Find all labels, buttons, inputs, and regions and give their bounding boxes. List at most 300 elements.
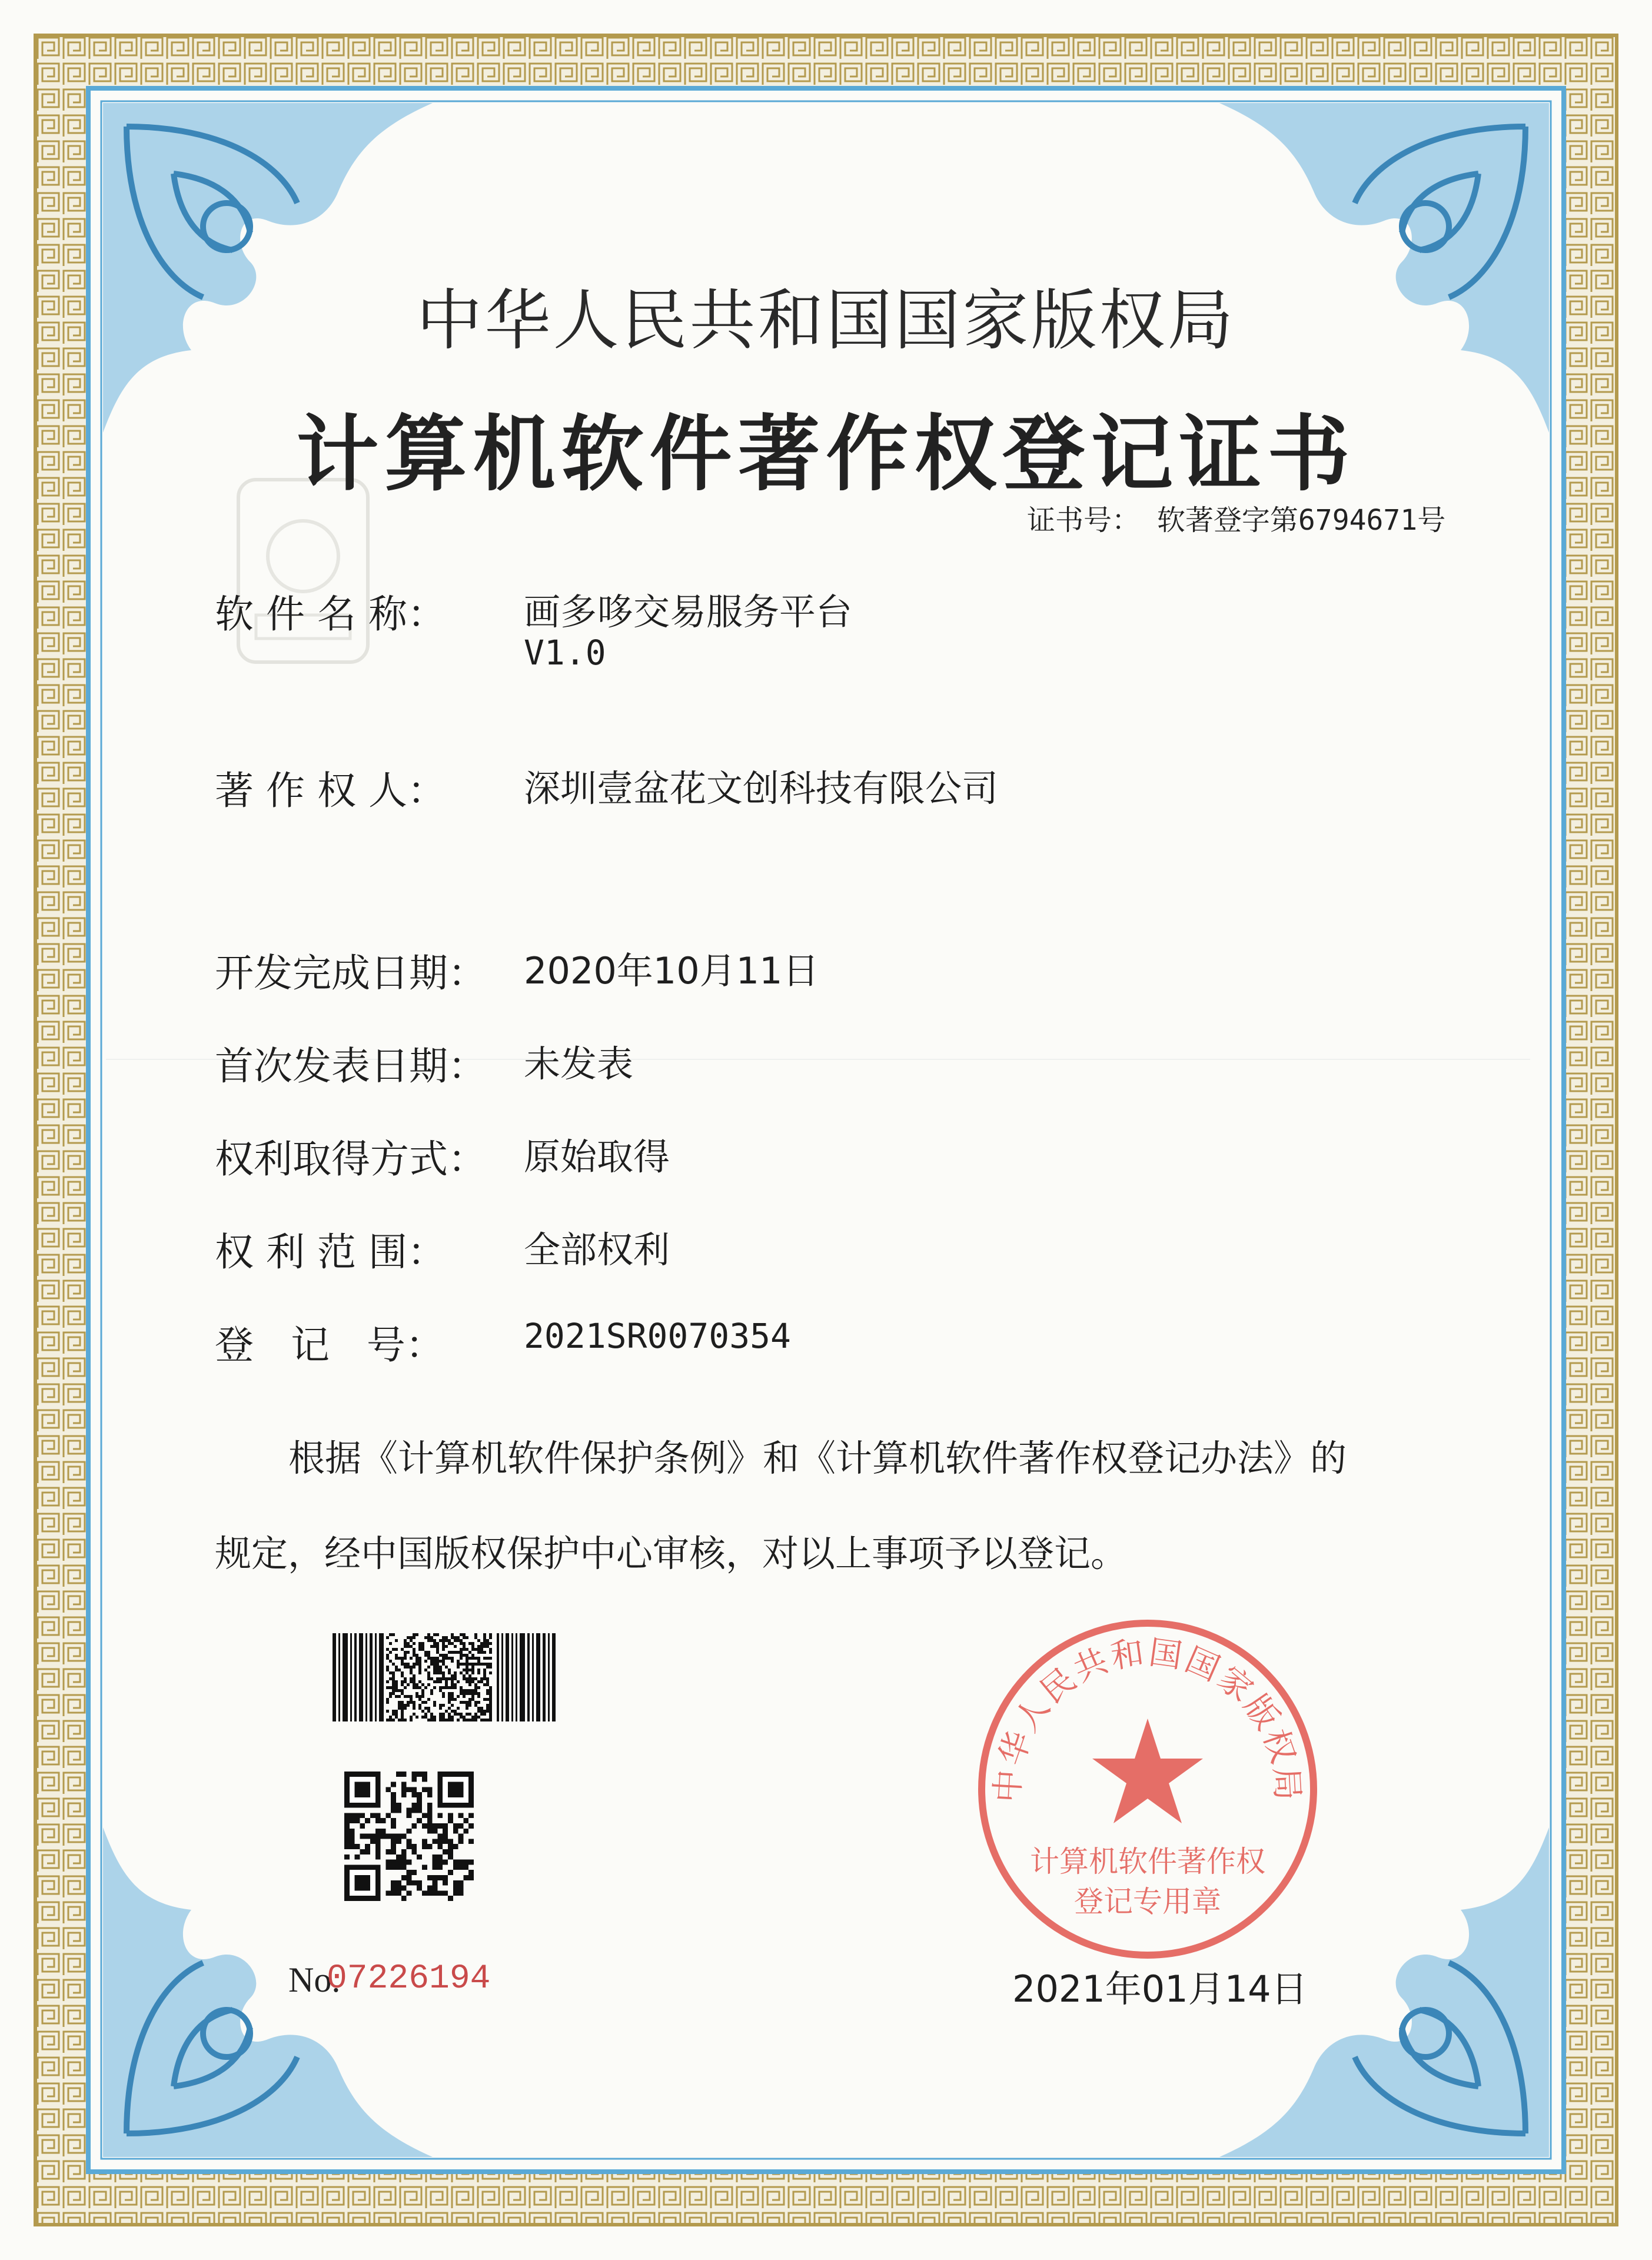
barcode-module — [392, 1648, 395, 1651]
barcode-module — [404, 1686, 407, 1689]
barcode-module — [389, 1633, 392, 1636]
barcode-module — [395, 1666, 398, 1669]
barcode-bar — [527, 1633, 530, 1721]
qr-module — [443, 1890, 448, 1896]
barcode-module — [418, 1663, 421, 1666]
barcode-module — [483, 1710, 486, 1713]
barcode-module — [486, 1707, 489, 1710]
barcode-module — [442, 1654, 445, 1657]
barcode-module — [418, 1704, 421, 1707]
qr-module — [381, 1818, 386, 1823]
barcode-module — [483, 1669, 486, 1671]
serial-number-value: 07226194 — [327, 1960, 491, 1998]
barcode-module — [466, 1704, 468, 1707]
barcode-module — [392, 1680, 395, 1683]
barcode-bar — [338, 1633, 340, 1721]
barcode-module — [483, 1713, 486, 1716]
qr-module — [396, 1803, 401, 1808]
barcode-module — [466, 1657, 468, 1660]
qr-module — [443, 1860, 448, 1865]
qr-module — [443, 1834, 448, 1839]
barcode-module — [430, 1689, 433, 1692]
qr-module — [448, 1813, 453, 1818]
barcode-module — [433, 1704, 436, 1707]
barcode-module — [480, 1677, 483, 1680]
barcode-module — [489, 1704, 492, 1707]
barcode-module — [489, 1695, 492, 1698]
qr-module — [437, 1823, 443, 1829]
barcode-module — [418, 1680, 421, 1683]
barcode-module — [427, 1719, 430, 1721]
barcode-module — [468, 1669, 471, 1671]
qr-module — [355, 1813, 360, 1818]
barcode-module — [486, 1680, 489, 1683]
barcode-module — [460, 1639, 463, 1642]
barcode-module — [442, 1686, 445, 1689]
barcode-module — [416, 1633, 418, 1636]
first-publish-date-label: 首次发表日期： — [215, 1043, 487, 1089]
barcode-module — [483, 1683, 486, 1686]
barcode-module — [392, 1689, 395, 1692]
qr-module — [433, 1829, 438, 1834]
barcode-module — [460, 1689, 463, 1692]
qr-module — [443, 1839, 448, 1844]
barcode-module — [474, 1677, 477, 1680]
qr-module — [427, 1813, 433, 1818]
barcode-module — [448, 1677, 451, 1680]
qr-module — [443, 1849, 448, 1854]
software-name-value: 画多哆交易服务平台 — [524, 590, 853, 633]
barcode-module — [407, 1651, 410, 1654]
qr-module — [344, 1844, 350, 1849]
barcode-module — [424, 1707, 427, 1710]
barcode-module — [457, 1666, 460, 1669]
barcode-module — [392, 1674, 395, 1677]
qr-module — [344, 1829, 350, 1834]
barcode-module — [427, 1654, 430, 1657]
qr-module — [401, 1772, 407, 1777]
barcode-module — [407, 1695, 410, 1698]
barcode-module — [398, 1701, 401, 1704]
qr-module — [401, 1886, 407, 1891]
barcode-module — [410, 1666, 413, 1669]
qr-module — [391, 1782, 396, 1787]
qr-module — [417, 1818, 422, 1823]
barcode-module — [471, 1648, 474, 1651]
barcode-module — [442, 1671, 445, 1674]
qr-module — [396, 1886, 401, 1891]
barcode-bar — [333, 1633, 336, 1721]
barcode-module — [436, 1651, 439, 1654]
barcode-module — [442, 1645, 445, 1648]
barcode-module — [471, 1689, 474, 1692]
barcode-module — [392, 1677, 395, 1680]
barcode-module — [477, 1660, 480, 1663]
barcode-module — [477, 1671, 480, 1674]
barcode-module — [480, 1713, 483, 1716]
qr-module — [458, 1864, 464, 1870]
barcode-module — [483, 1645, 486, 1648]
rights-scope-value: 全部权利 — [524, 1228, 670, 1271]
qr-module — [344, 1818, 350, 1823]
qr-finder-pattern — [355, 1875, 370, 1890]
barcode-module — [413, 1642, 416, 1645]
issuing-authority: 中华人民共和国国家版权局 — [416, 282, 1236, 359]
barcode-module — [436, 1671, 439, 1674]
qr-module — [458, 1834, 464, 1839]
barcode-module — [404, 1642, 407, 1645]
barcode-module — [471, 1671, 474, 1674]
qr-module — [433, 1839, 438, 1844]
barcode-module — [413, 1683, 416, 1686]
barcode-module — [468, 1719, 471, 1721]
barcode-module — [480, 1707, 483, 1710]
rights-scope-label: 权 利 范 围： — [215, 1229, 446, 1275]
barcode-module — [457, 1663, 460, 1666]
barcode-module — [433, 1657, 436, 1660]
issue-date: 2021年01月14日 — [1012, 1967, 1308, 2010]
qr-module — [458, 1823, 464, 1829]
barcode-module — [386, 1648, 389, 1651]
qr-module — [350, 1844, 355, 1849]
barcode-module — [442, 1660, 445, 1663]
qr-module — [385, 1860, 391, 1865]
barcode-module — [401, 1719, 404, 1721]
barcode-module — [416, 1686, 418, 1689]
barcode-module — [416, 1654, 418, 1657]
barcode-module — [486, 1663, 489, 1666]
barcode-module — [410, 1639, 413, 1642]
barcode-module — [480, 1651, 483, 1654]
qr-module — [458, 1890, 464, 1896]
barcode-module — [421, 1648, 424, 1651]
barcode-module — [477, 1686, 480, 1689]
barcode-module — [460, 1633, 463, 1636]
qr-module — [375, 1844, 381, 1849]
barcode-module — [410, 1645, 413, 1648]
qr-module — [458, 1886, 464, 1891]
barcode-module — [483, 1639, 486, 1642]
qr-module — [411, 1803, 417, 1808]
barcode-module — [474, 1663, 477, 1666]
barcode-module — [436, 1657, 439, 1660]
barcode-module — [451, 1677, 454, 1680]
barcode-module — [460, 1663, 463, 1666]
barcode-module — [392, 1719, 395, 1721]
qr-module — [427, 1803, 433, 1808]
barcode-module — [468, 1689, 471, 1692]
qr-module — [375, 1849, 381, 1854]
barcode-module — [389, 1651, 392, 1654]
barcode-module — [468, 1683, 471, 1686]
barcode-module — [392, 1683, 395, 1686]
barcode-module — [427, 1707, 430, 1710]
barcode-module — [477, 1695, 480, 1698]
barcode-module — [398, 1669, 401, 1671]
barcode-module — [433, 1645, 436, 1648]
qr-module — [360, 1813, 365, 1818]
barcode-module — [395, 1657, 398, 1660]
qr-module — [391, 1797, 396, 1803]
barcode-module — [401, 1648, 404, 1651]
barcode-module — [439, 1707, 442, 1710]
barcode-module — [474, 1692, 477, 1695]
qr-module — [458, 1880, 464, 1886]
qr-module — [453, 1864, 458, 1870]
qr-module — [407, 1787, 412, 1792]
barcode-module — [413, 1704, 416, 1707]
barcode-bar — [497, 1633, 499, 1721]
barcode-module — [413, 1713, 416, 1716]
barcode-module — [445, 1710, 448, 1713]
barcode-module — [421, 1701, 424, 1704]
qr-module — [391, 1880, 396, 1886]
barcode-module — [489, 1651, 492, 1654]
barcode-module — [448, 1657, 451, 1660]
barcode-module — [483, 1636, 486, 1639]
barcode-module — [480, 1645, 483, 1648]
qr-module — [427, 1787, 433, 1792]
barcode-module — [410, 1671, 413, 1674]
barcode-module — [427, 1651, 430, 1654]
barcode-module — [457, 1660, 460, 1663]
qr-module — [407, 1890, 412, 1896]
barcode-module — [454, 1651, 457, 1654]
barcode-module — [413, 1663, 416, 1666]
barcode-bar — [543, 1633, 546, 1721]
barcode-module — [418, 1695, 421, 1698]
barcode-module — [401, 1674, 404, 1677]
qr-module — [468, 1813, 474, 1818]
barcode-module — [430, 1663, 433, 1666]
barcode-module — [457, 1639, 460, 1642]
barcode-module — [401, 1663, 404, 1666]
barcode-bar — [532, 1633, 534, 1721]
barcode-module — [416, 1683, 418, 1686]
barcode-module — [404, 1657, 407, 1660]
barcode-module — [468, 1651, 471, 1654]
serial-number-label: No. — [288, 1960, 341, 1999]
qr-module — [448, 1854, 453, 1860]
barcode-module — [430, 1713, 433, 1716]
barcode-module — [404, 1666, 407, 1669]
barcode-module — [386, 1669, 389, 1671]
qr-module — [458, 1860, 464, 1865]
barcode-module — [466, 1669, 468, 1671]
barcode-module — [395, 1648, 398, 1651]
barcode-module — [407, 1642, 410, 1645]
barcode-module — [486, 1666, 489, 1669]
barcode-module — [424, 1713, 427, 1716]
barcode-module — [483, 1642, 486, 1645]
barcode-module — [421, 1692, 424, 1695]
qr-module — [463, 1860, 468, 1865]
barcode-module — [468, 1698, 471, 1701]
barcode-module — [433, 1660, 436, 1663]
barcode-module — [448, 1716, 451, 1719]
qr-module — [437, 1890, 443, 1896]
qr-module — [437, 1860, 443, 1865]
barcode-module — [442, 1657, 445, 1660]
barcode-module — [442, 1719, 445, 1721]
barcode-module — [471, 1719, 474, 1721]
qr-module — [427, 1844, 433, 1849]
barcode-module — [401, 1660, 404, 1663]
qr-module — [417, 1772, 422, 1777]
barcode-module — [468, 1677, 471, 1680]
barcode-module — [474, 1633, 477, 1636]
barcode-module — [483, 1671, 486, 1674]
barcode-module — [486, 1719, 489, 1721]
official-seal — [971, 1613, 1324, 1966]
qr-module — [427, 1808, 433, 1813]
barcode-module — [445, 1680, 448, 1683]
barcode-module — [436, 1663, 439, 1666]
qr-module — [468, 1839, 474, 1844]
qr-module — [407, 1875, 412, 1880]
qr-module — [417, 1880, 422, 1886]
barcode-module — [477, 1680, 480, 1683]
barcode-module — [404, 1639, 407, 1642]
barcode-module — [451, 1642, 454, 1645]
qr-module — [407, 1839, 412, 1844]
qr-module — [391, 1890, 396, 1896]
barcode-module — [483, 1651, 486, 1654]
qr-module — [453, 1860, 458, 1865]
barcode-module — [460, 1654, 463, 1657]
barcode-module — [451, 1683, 454, 1686]
barcode-module — [401, 1713, 404, 1716]
qr-module — [411, 1772, 417, 1777]
qr-module — [407, 1829, 412, 1834]
barcode-module — [460, 1648, 463, 1651]
barcode-module — [395, 1689, 398, 1692]
qr-module — [407, 1870, 412, 1875]
barcode-module — [439, 1639, 442, 1642]
barcode-module — [463, 1695, 466, 1698]
barcode-module — [416, 1695, 418, 1698]
barcode-module — [486, 1645, 489, 1648]
barcode-module — [416, 1660, 418, 1663]
barcode-module — [451, 1716, 454, 1719]
barcode-module — [463, 1674, 466, 1677]
barcode-module — [410, 1680, 413, 1683]
barcode-module — [477, 1639, 480, 1642]
qr-module — [407, 1808, 412, 1813]
barcode-module — [413, 1701, 416, 1704]
barcode-module — [424, 1716, 427, 1719]
barcode-module — [445, 1639, 448, 1642]
qr-module — [422, 1787, 427, 1792]
barcode-bar — [506, 1633, 509, 1721]
qr-module — [360, 1849, 365, 1854]
qr-module — [396, 1854, 401, 1860]
barcode-module — [486, 1657, 489, 1660]
barcode-module — [486, 1689, 489, 1692]
qr-module — [396, 1772, 401, 1777]
barcode-module — [451, 1636, 454, 1639]
barcode-module — [430, 1719, 433, 1721]
barcode-module — [395, 1669, 398, 1671]
qr-module — [344, 1839, 350, 1844]
barcode-module — [386, 1654, 389, 1657]
barcode-module — [413, 1654, 416, 1657]
barcode-module — [398, 1704, 401, 1707]
barcode-bar — [516, 1633, 517, 1721]
qr-module — [427, 1818, 433, 1823]
barcode-module — [421, 1683, 424, 1686]
barcode-module — [460, 1651, 463, 1654]
qr-module — [437, 1844, 443, 1849]
barcode-module — [424, 1686, 427, 1689]
barcode-module — [418, 1671, 421, 1674]
barcode-module — [407, 1645, 410, 1648]
barcode-module — [427, 1710, 430, 1713]
acquisition-method-label: 权利取得方式： — [215, 1136, 487, 1182]
barcode-module — [471, 1669, 474, 1671]
barcode-module — [433, 1642, 436, 1645]
barcode-module — [468, 1704, 471, 1707]
barcode-module — [436, 1666, 439, 1669]
qr-module — [433, 1880, 438, 1886]
barcode-module — [416, 1716, 418, 1719]
barcode-module — [401, 1701, 404, 1704]
barcode-module — [418, 1707, 421, 1710]
qr-module — [401, 1787, 407, 1792]
barcode-module — [418, 1660, 421, 1663]
barcode-module — [410, 1677, 413, 1680]
qr-module — [391, 1803, 396, 1808]
qr-module — [391, 1864, 396, 1870]
barcode-module — [477, 1692, 480, 1695]
barcode-module — [448, 1698, 451, 1701]
barcode-module — [471, 1695, 474, 1698]
barcode-module — [424, 1701, 427, 1704]
barcode-module — [460, 1692, 463, 1695]
seal-ring-text: 中华人民共和国国家版权局 — [988, 1633, 1307, 1804]
barcode-bar — [375, 1633, 377, 1721]
barcode-module — [392, 1663, 395, 1666]
barcode-module — [463, 1669, 466, 1671]
barcode-module — [386, 1680, 389, 1683]
barcode-module — [463, 1716, 466, 1719]
barcode-module — [418, 1666, 421, 1669]
barcode-module — [489, 1671, 492, 1674]
barcode-module — [421, 1642, 424, 1645]
barcode-module — [486, 1704, 489, 1707]
barcode-module — [474, 1716, 477, 1719]
barcode-module — [439, 1654, 442, 1657]
qr-module — [375, 1813, 381, 1818]
barcode-module — [486, 1683, 489, 1686]
barcode-bar — [520, 1633, 525, 1721]
qr-module — [391, 1808, 396, 1813]
barcode-module — [477, 1651, 480, 1654]
barcode-module — [460, 1686, 463, 1689]
barcode-module — [471, 1680, 474, 1683]
barcode-module — [457, 1636, 460, 1639]
barcode-module — [471, 1716, 474, 1719]
qr-module — [401, 1860, 407, 1865]
barcode-module — [474, 1701, 477, 1704]
qr-module — [401, 1792, 407, 1797]
barcode-bar — [379, 1633, 384, 1721]
barcode-module — [483, 1698, 486, 1701]
barcode-module — [433, 1686, 436, 1689]
copyright-owner-value: 深圳壹盆花文创科技有限公司 — [524, 767, 999, 810]
qr-module — [437, 1834, 443, 1839]
qr-module — [365, 1834, 370, 1839]
